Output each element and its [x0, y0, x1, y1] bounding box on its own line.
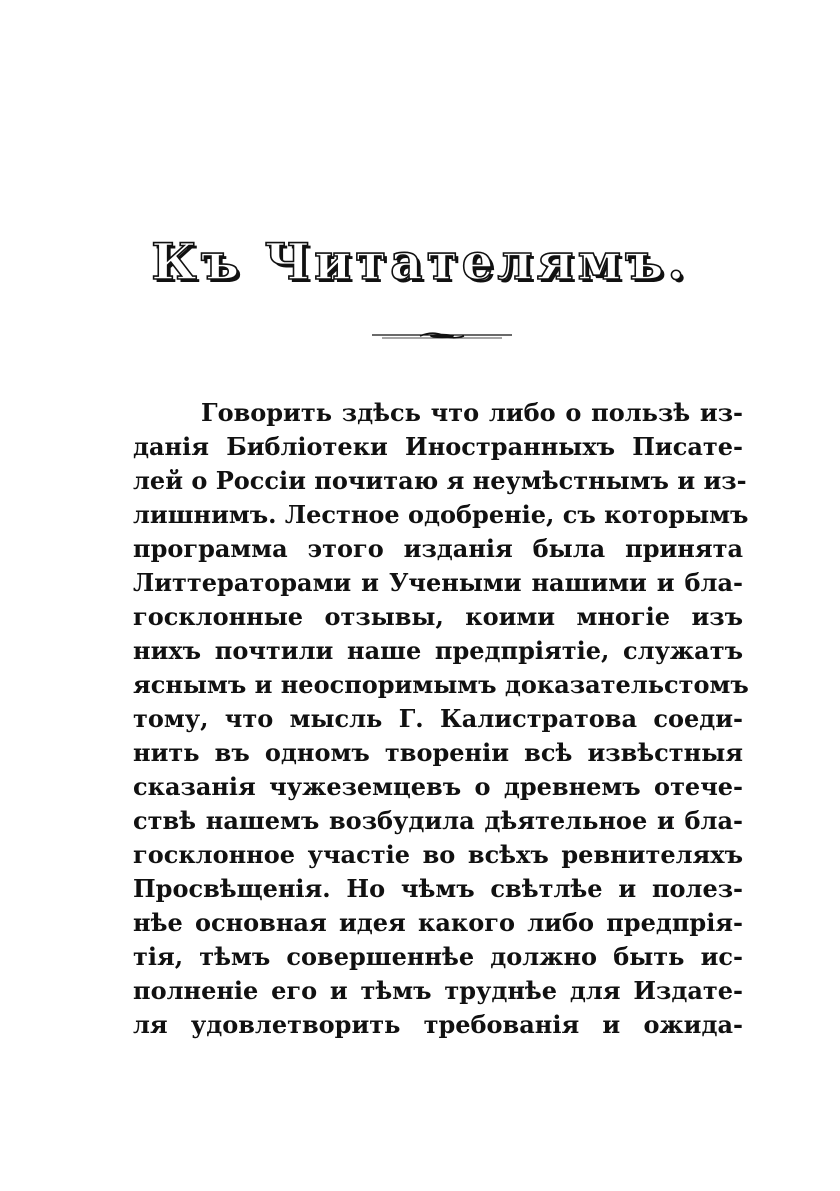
text-line: ля удовлетворить требованія и ожида- — [133, 1010, 743, 1039]
text-line: яснымъ и неоспоримымъ доказательстомъ — [133, 670, 749, 699]
text-line: нѣе основная идея какого либо предпрія- — [133, 908, 743, 937]
text-line: госклонное участіе во всѣхъ ревнителяхъ — [133, 840, 743, 869]
text-line: лей о Россіи почитаю я неумѣстнымъ и из- — [133, 466, 747, 495]
text-line: Просвѣщенія. Но чѣмъ свѣтлѣе и полез- — [133, 874, 743, 903]
text-line: нить въ одномъ твореніи всѣ извѣстныя — [133, 738, 743, 767]
text-line: лишнимъ. Лестное одобреніе, съ которымъ — [133, 500, 749, 529]
text-line: данія Библіотеки Иностранныхъ Писате- — [133, 432, 743, 461]
text-line: Литтераторами и Учеными нашими и бла- — [133, 568, 743, 597]
text-line: госклонные отзывы, коими многіе изъ — [133, 602, 743, 631]
text-line: Говорить здѣсь что либо о пользѣ из- — [201, 398, 743, 427]
text-line: тія, тѣмъ совершеннѣе должно быть ис- — [133, 942, 743, 971]
text-line: тому, что мысль Г. Калистратова соеди- — [133, 704, 743, 733]
text-line: полненіе его и тѣмъ труднѣе для Издате- — [133, 976, 743, 1005]
text-line: программа этого изданія была принята — [133, 534, 743, 563]
text-line: сказанія чужеземцевъ о древнемъ отече- — [133, 772, 743, 801]
ornament-divider-icon — [372, 330, 512, 342]
body-text — [133, 396, 749, 1042]
text-line: ствѣ нашемъ возбудила дѣятельное и бла- — [133, 806, 743, 835]
text-line: нихъ почтили наше предпріятіе, служатъ — [133, 636, 743, 665]
page-title: Къ Читателямъ. — [151, 232, 689, 291]
